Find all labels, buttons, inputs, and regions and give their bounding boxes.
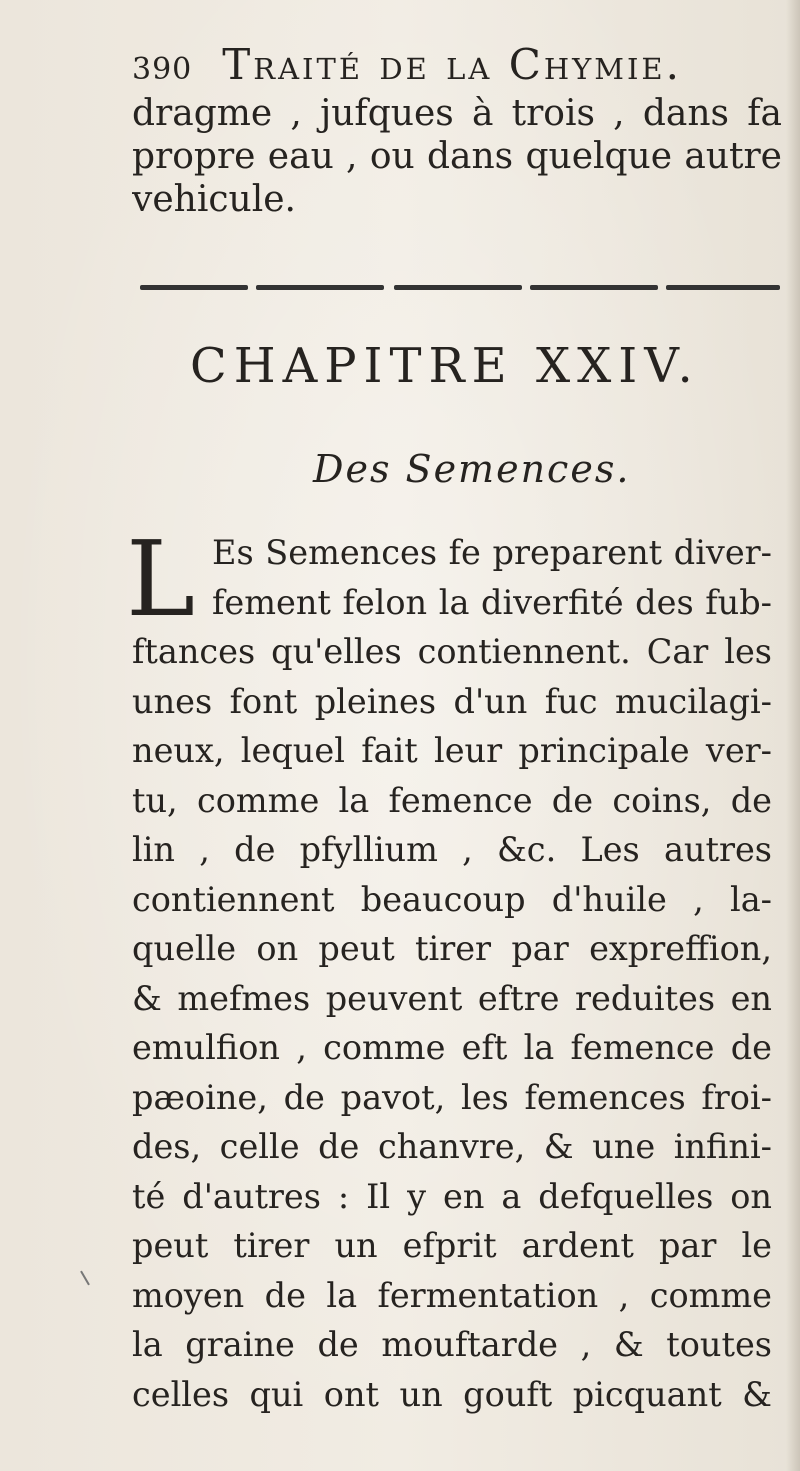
- text-line: tu, comme la femence de coins, de: [132, 780, 772, 820]
- text-line: moyen de la fermentation , comme: [132, 1275, 772, 1315]
- body-paragraph: [132, 528, 772, 1419]
- page-edge-shadow: [786, 0, 800, 1471]
- text-line: des, celle de chanvre, & une infini-: [132, 1127, 772, 1166]
- chapter-divider: [140, 285, 780, 295]
- chapter-title: CHAPITRE XXIV.: [190, 338, 700, 394]
- running-head: [132, 40, 772, 100]
- text-line: lin , de pfyllium , &c. Les autres: [132, 830, 772, 869]
- text-line: peut tirer un efprit ardent par le: [132, 1226, 772, 1265]
- continued-text: [132, 92, 782, 221]
- text-line: propre eau , ou dans quelque autre: [132, 136, 782, 177]
- drop-cap: L: [126, 518, 196, 640]
- running-title: Traité de la Chymie.: [222, 40, 682, 89]
- text-line: fement felon la diverfité des fub-: [212, 582, 772, 622]
- text-line: unes font pleines d'un fuc mucilagi-: [132, 681, 772, 721]
- margin-mark: [80, 1271, 90, 1286]
- text-line: la graine de mouftarde , & toutes: [132, 1325, 772, 1364]
- text-line: ftances qu'elles contiennent. Car les: [132, 632, 772, 671]
- text-line: té d'autres : Il y en a defquelles on: [132, 1176, 772, 1216]
- text-line: & mefmes peuvent eftre reduites en: [132, 978, 772, 1018]
- text-line: celles qui ont un gouft picquant &: [132, 1374, 772, 1414]
- text-line: dragme , jufques à trois , dans fa: [132, 93, 782, 134]
- text-line: emulfion , comme eft la femence de: [132, 1028, 772, 1067]
- page-number: 390: [132, 52, 193, 87]
- text-line: pæoine, de pavot, les femences froi-: [132, 1077, 772, 1117]
- text-line: Es Semences fe preparent diver-: [212, 533, 772, 572]
- section-title: Des Semences.: [313, 447, 631, 491]
- text-line: vehicule.: [132, 179, 296, 220]
- text-line: neux, lequel fait leur principale ver-: [132, 731, 772, 770]
- text-line: quelle on peut tirer par expreffion,: [132, 929, 772, 968]
- text-line: contiennent beaucoup d'huile , la-: [132, 879, 772, 919]
